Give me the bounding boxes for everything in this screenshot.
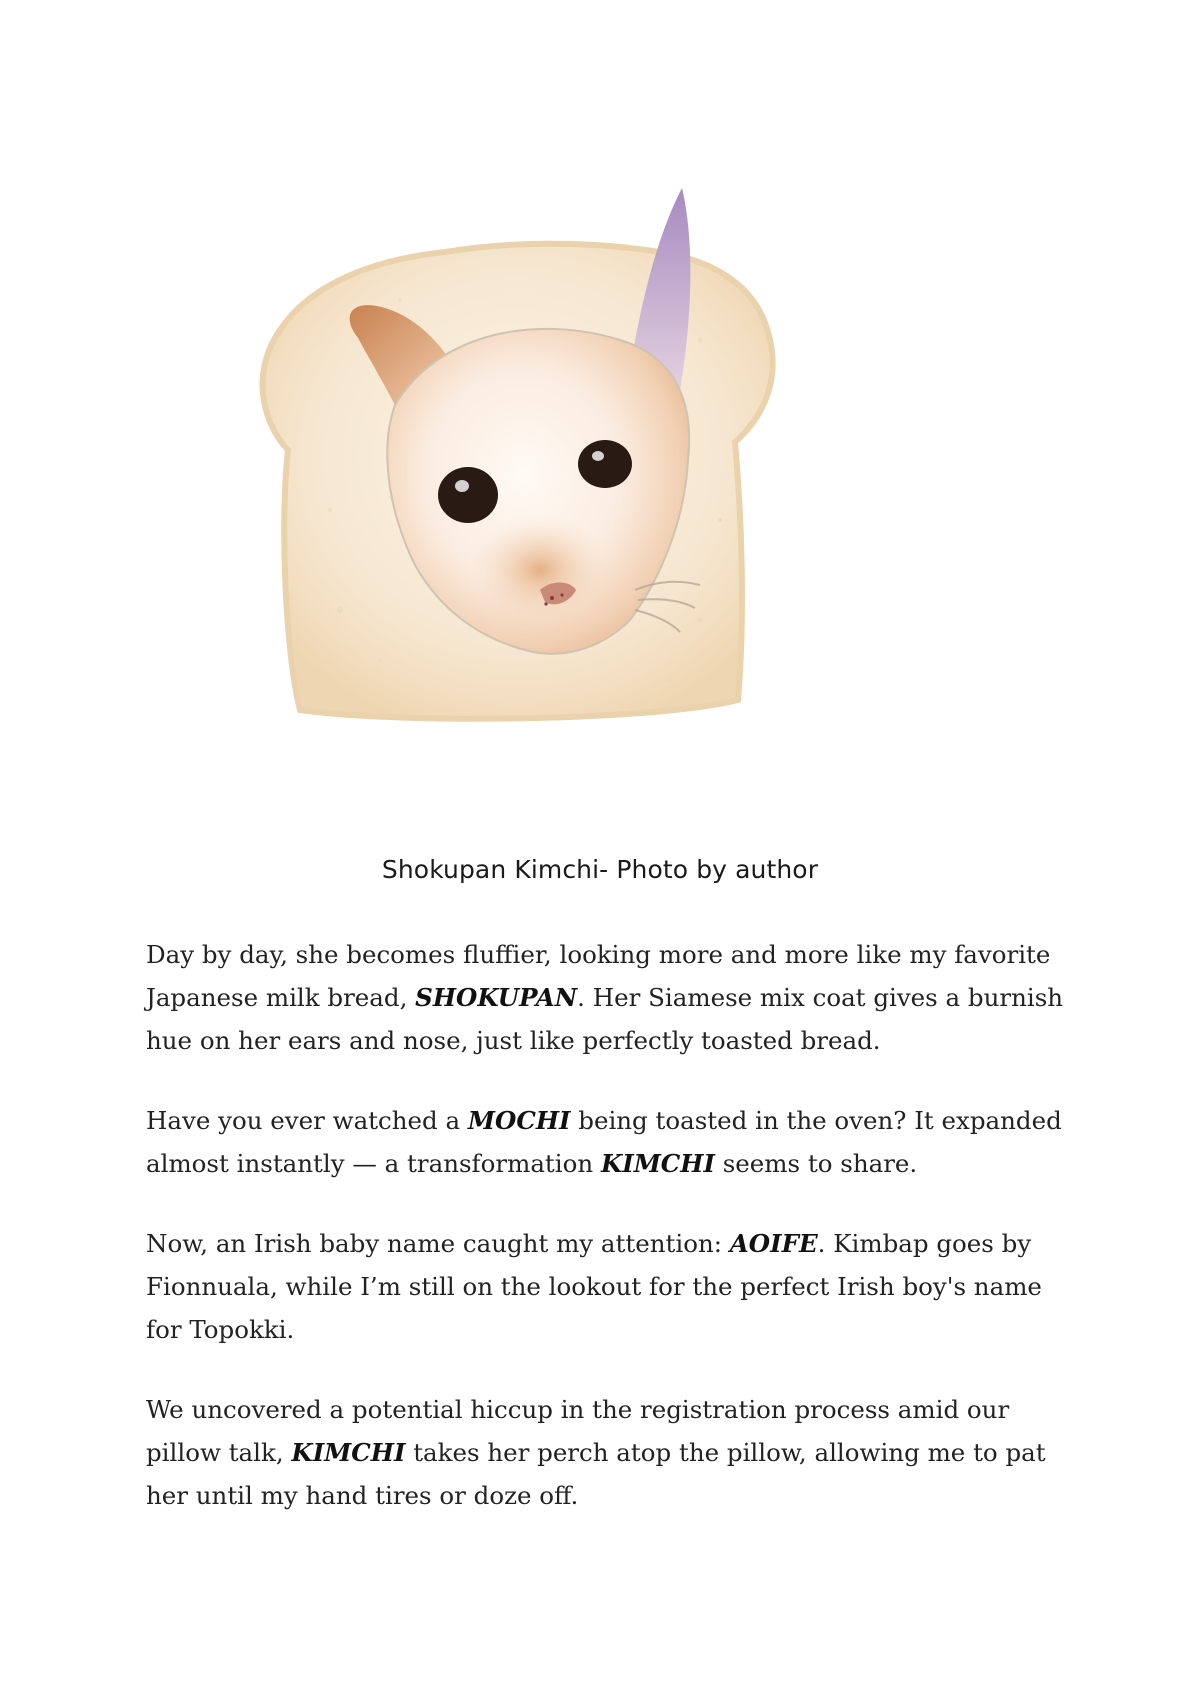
cat-face-in-bread-icon	[240, 180, 800, 740]
paragraph-text: Now, an Irish baby name caught my attention:	[146, 1229, 730, 1258]
paragraph-text: . Kimbap goes by Fionnuala, while I’m still on the lookout for the perfect Irish boy's name for Topokki.	[146, 1229, 1042, 1344]
paragraph-aoife	[146, 1222, 1076, 1351]
cat-right-eye	[578, 440, 632, 488]
emphasis-shokupan: SHOKUPAN	[415, 983, 578, 1012]
paragraph-text: seems to share.	[714, 1149, 918, 1178]
paragraph-text: being toasted in the oven? It expanded almost instantly — a transformation	[146, 1106, 1062, 1178]
paragraph-text: Have you ever watched a	[146, 1106, 468, 1135]
paragraph-text: takes her perch atop the pillow, allowing me to pat her until my hand tires or doze off.	[146, 1438, 1046, 1510]
paragraph-text: We uncovered a potential hiccup in the registration process amid our pillow talk,	[146, 1395, 1010, 1467]
article-body	[146, 933, 1076, 1554]
emphasis-aoife: AOIFE	[729, 1229, 818, 1258]
paragraph-text: Day by day, she becomes fluffier, looking more and more like my favorite Japanese milk bread,	[146, 940, 1051, 1012]
emphasis-kimchi: KIMCHI	[291, 1438, 406, 1467]
emphasis-kimchi: KIMCHI	[600, 1149, 715, 1178]
paragraph-pillow	[146, 1388, 1076, 1517]
paragraph-text: . Her Siamese mix coat gives a burnish hue on her ears and nose, just like perfectly toasted bread.	[146, 983, 1064, 1055]
photo-caption: Shokupan Kimchi- Photo by author	[381, 855, 819, 884]
emphasis-mochi: MOCHI	[467, 1106, 571, 1135]
cat-left-eye	[438, 467, 498, 523]
cat-in-bread-photo	[240, 180, 800, 740]
paragraph-mochi	[146, 1099, 1076, 1185]
paragraph-shokupan	[146, 933, 1076, 1062]
